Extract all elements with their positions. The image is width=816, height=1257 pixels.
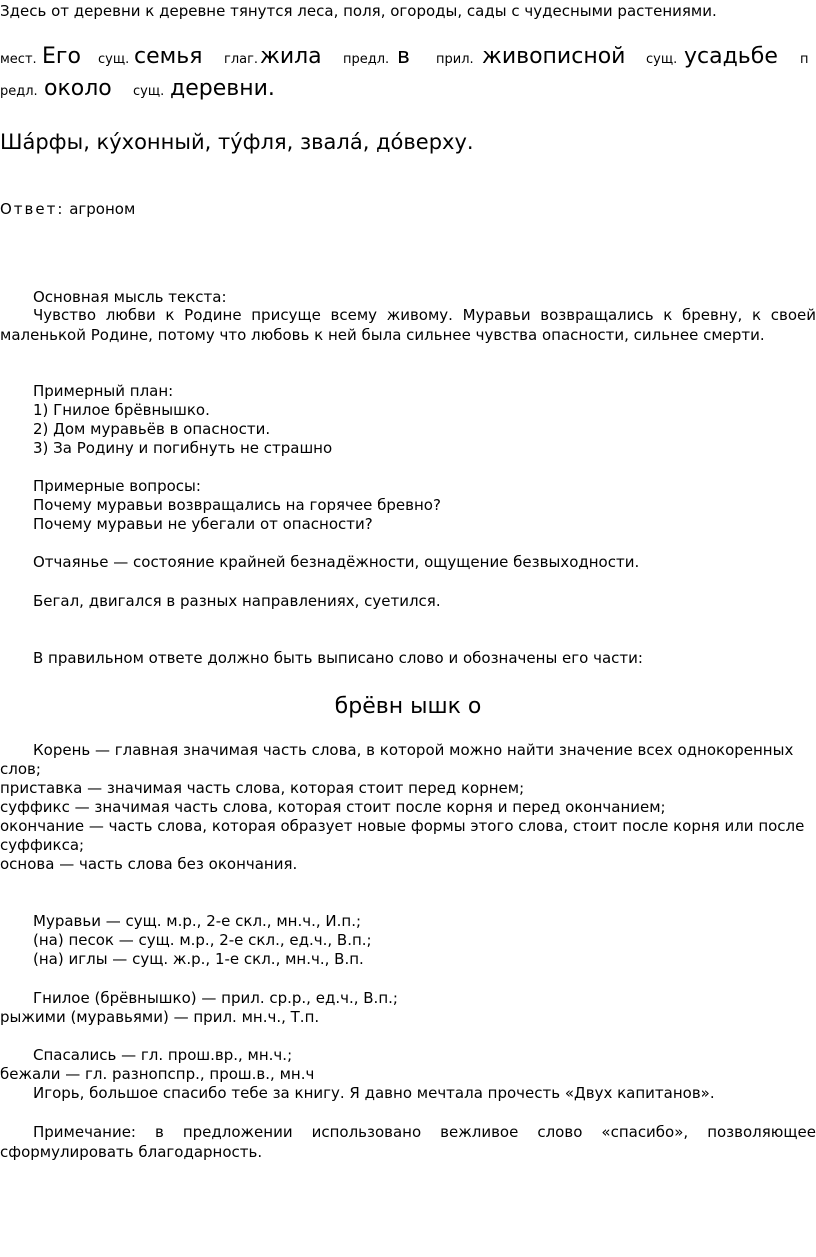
main-idea-heading: Основная мысль текста: [33, 288, 227, 306]
parsed-word: семья [134, 44, 203, 69]
parsed-word: деревни. [170, 76, 275, 101]
note: Примечание: в предложении использовано вежливое слово «спасибо», позволяющее сформулировать благодарность. [0, 1123, 816, 1161]
noun-analysis: (на) иглы — сущ. ж.р., 1-е скл., мн.ч., В.п. [33, 950, 364, 968]
term-ending: окончание — часть слова, которая образует новые формы этого слова, стоит после корня или после [0, 817, 805, 835]
morpheme-intro: В правильном ответе должно быть выписано слово и обозначены его части: [33, 649, 643, 667]
term-ending-cont: суффикса; [0, 836, 85, 854]
stress-words: Ша́рфы, ку́хонный, ту́фля, звала́, до́верху. [0, 130, 474, 154]
pos-tag: редл. [0, 84, 38, 99]
parsed-word: жила [260, 44, 322, 69]
term-stem: основа — часть слова без окончания. [0, 855, 298, 873]
pos-tag-fragment: п [800, 52, 809, 67]
noun-analysis: Муравьи — сущ. м.р., 2-е скл., мн.ч., И.п.; [33, 912, 362, 930]
parsed-word: в [397, 44, 410, 69]
adjective-analysis: рыжими (муравьями) — прил. мн.ч., Т.п. [0, 1008, 320, 1026]
parsed-word: около [44, 76, 112, 101]
answer-line [0, 200, 135, 218]
synonym: Бегал, двигался в разных направлениях, суетился. [33, 592, 441, 610]
term-root: Корень — главная значимая часть слова, в которой можно найти значение всех однокоренных [33, 741, 794, 759]
parse-line-2 [0, 76, 816, 106]
pos-tag: сущ. [98, 52, 130, 67]
parsed-word: усадьбе [684, 44, 778, 69]
main-idea-text: Чувство любви к Родине присуще всему живому. Муравьи возвращались к бревну, к своей маленькой Родине, потому что любовь к ней была сильнее чувства опасности, сильнее смерти. [0, 306, 816, 344]
term-suffix: суффикс — значимая часть слова, которая стоит после корня и перед окончанием; [0, 798, 666, 816]
pos-tag: сущ. [133, 84, 165, 99]
thanks-sentence: Игорь, большое спасибо тебе за книгу. Я давно мечтала прочесть «Двух капитанов». [33, 1084, 715, 1102]
adjective-analysis: Гнилое (брёвнышко) — прил. ср.р., ед.ч., В.п.; [33, 989, 398, 1007]
plan-item: 1) Гнилое брёвнышко. [33, 401, 210, 419]
plan-item: 2) Дом муравьёв в опасности. [33, 420, 271, 438]
definition: Отчаянье — состояние крайней безнадёжности, ощущение безвыходности. [33, 553, 640, 571]
morpheme-word: брёвн ышк о [334, 694, 482, 719]
plan-item: 3) За Родину и погибнуть не страшно [33, 439, 333, 457]
question-item: Почему муравьи возвращались на горячее бревно? [33, 496, 441, 514]
pos-tag: предл. [343, 52, 390, 67]
parsed-word: живописной [482, 44, 626, 69]
noun-analysis: (на) песок — сущ. м.р., 2-е скл., ед.ч., В.п.; [33, 931, 372, 949]
verb-analysis: бежали — гл. разнопспр., прош.в., мн.ч [0, 1065, 315, 1083]
pos-tag: мест. [0, 52, 37, 67]
pos-tag: прил. [436, 52, 474, 67]
answer-label: Ответ: [0, 200, 65, 218]
intro-sentence: Здесь от деревни к деревне тянутся леса, поля, огороды, сады с чудесными растениями. [0, 2, 717, 20]
plan-heading: Примерный план: [33, 382, 174, 400]
questions-heading: Примерные вопросы: [33, 477, 201, 495]
question-item: Почему муравьи не убегали от опасности? [33, 515, 373, 533]
pos-tag: сущ. [646, 52, 678, 67]
term-prefix: приставка — значимая часть слова, которая стоит перед корнем; [0, 779, 525, 797]
answer-value: агроном [69, 200, 136, 218]
parsed-word: Его [42, 44, 81, 69]
pos-tag: глаг. [224, 52, 259, 67]
parse-line-1 [0, 44, 816, 74]
term-root-cont: слов; [0, 760, 41, 778]
verb-analysis: Спасались — гл. прош.вр., мн.ч.; [33, 1046, 293, 1064]
